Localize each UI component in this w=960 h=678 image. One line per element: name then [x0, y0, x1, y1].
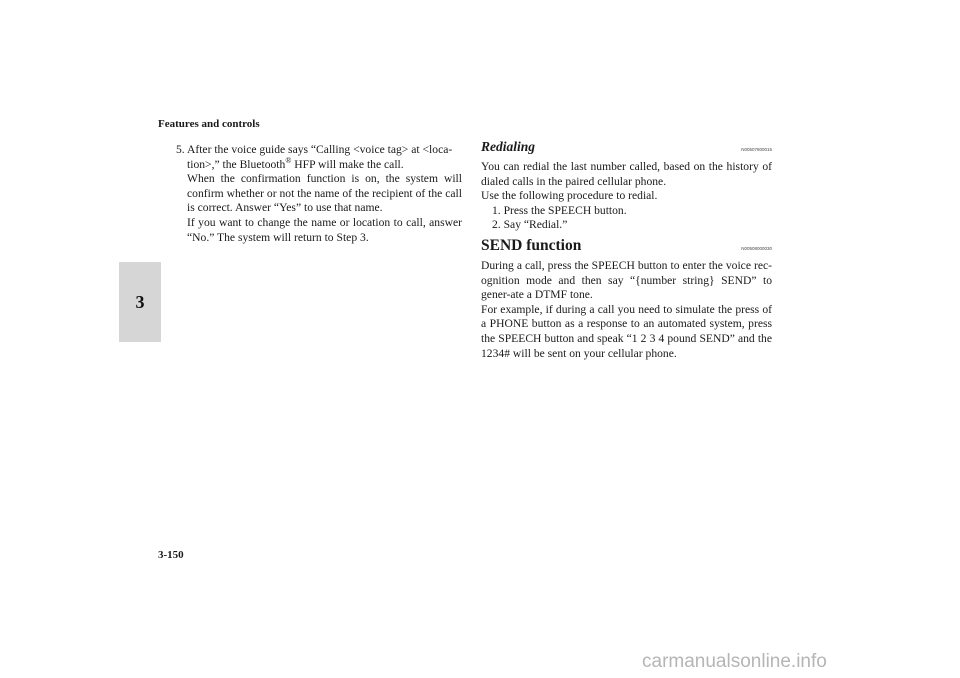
send-heading-row [481, 236, 772, 259]
step-5-number: 5. [176, 143, 185, 156]
send-paragraph-1: During a call, press the SPEECH button to enter the voice rec-ognition mode and then say “{number string} SEND” to gener-ate a DTMF tone. [481, 258, 772, 302]
confirmation-paragraph: When the confirmation function is on, the system will confirm whether or not the name of the recipient of the call is correct. Answer “Yes” to use that name. [187, 172, 462, 215]
redialing-intro: You can redial the last number called, based on the history of dialed calls in the paired cellular phone. [481, 160, 772, 188]
step-5-line-1 [176, 143, 462, 158]
watermark-link[interactable]: carmanualsonline.info [642, 651, 827, 672]
send-code: N00508000030 [741, 246, 772, 252]
redialing-heading: Redialing [481, 139, 536, 154]
chapter-number: 3 [135, 292, 145, 312]
change-name-paragraph: If you want to change the name or location to call, answer “No.” The system will return to Step 3. [187, 215, 462, 244]
page-number: 3-150 [158, 549, 184, 561]
step-5-text-2a: tion>,” the Bluetooth [187, 157, 286, 171]
step-5-text-1: After the voice guide says “Calling <voice tag> at <loca- [186, 143, 453, 156]
redialing-heading-row [481, 140, 772, 160]
step-5-text-2b: HFP will make the call. [291, 157, 404, 171]
section-title: Features and controls [158, 118, 260, 130]
redialing-code: N00507800015 [741, 147, 772, 153]
redialing-procedure: Use the following procedure to redial. [481, 189, 658, 203]
registered-mark: ® [285, 155, 292, 165]
send-paragraph-2: For example, if during a call you need to simulate the press of a PHONE button as a response to an automated system, press the SPEECH button and speak “1 2 3 4 pound SEND” and the 1234# will be sent on your cellular phone. [481, 302, 772, 360]
redial-step-2: 2. Say “Redial.” [492, 218, 568, 232]
step-5-line-2 [176, 155, 462, 173]
right-column [481, 140, 772, 361]
redial-step-1: 1. Press the SPEECH button. [492, 203, 627, 217]
send-heading: SEND function [481, 236, 582, 254]
chapter-tab [119, 262, 161, 342]
left-column [176, 143, 462, 245]
